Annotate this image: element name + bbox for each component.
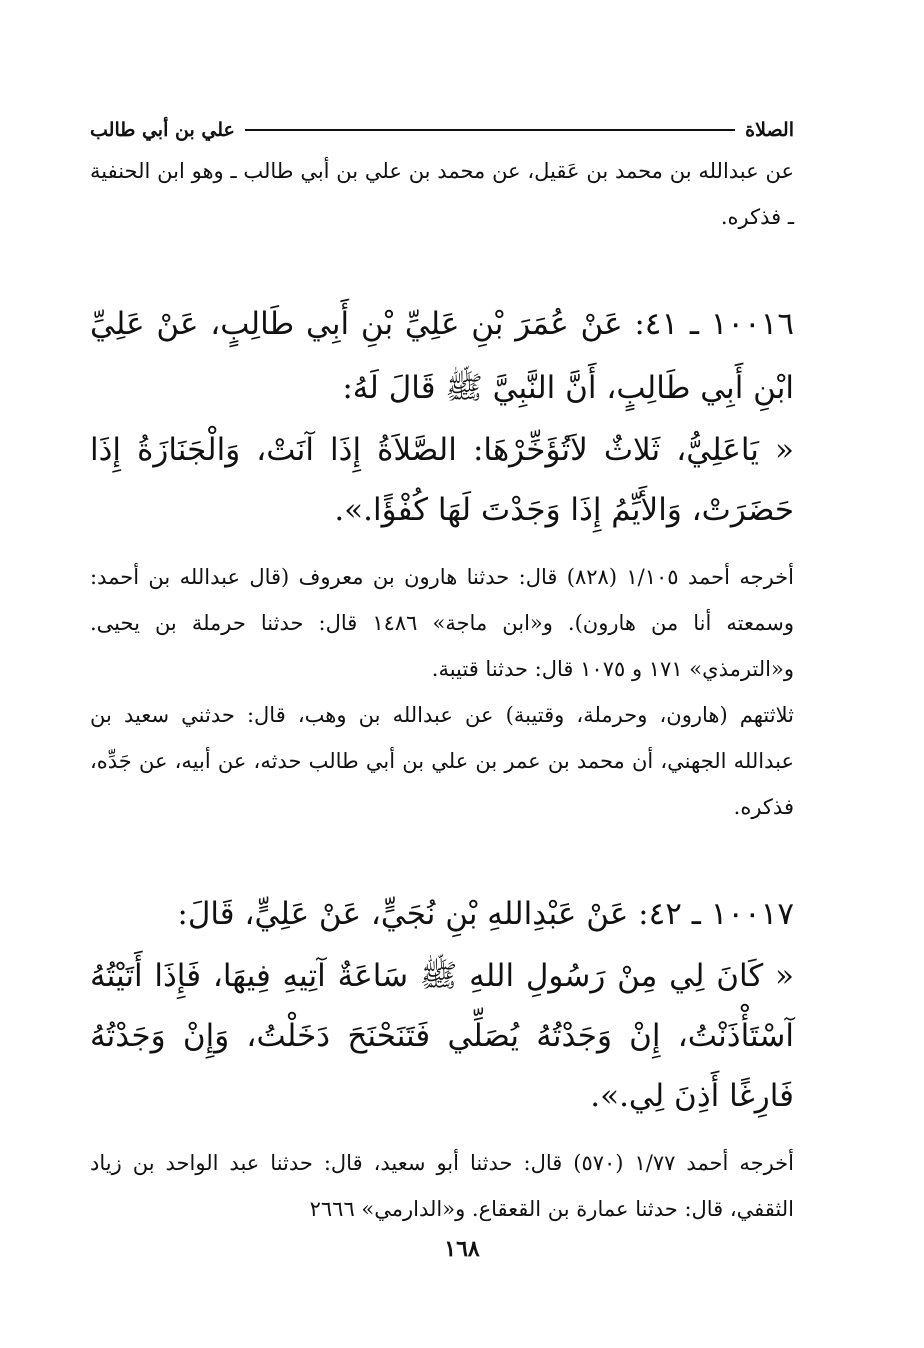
hadith-text-1: « يَاعَلِيُّ، ثَلاثٌ لاَتُؤَخِّرْهَا: الصَّلاَةُ إِذَا آنَتْ، وَالْجَنَازَةُ إِذَا حَضَرَتْ، وَالأَيِّمُ إِذَا وَجَدْتَ لَهَا كُفْؤًا.».	[90, 432, 794, 528]
header-section: الصلاة	[745, 119, 794, 141]
header-rule	[245, 129, 735, 131]
hadith-heading-1: ١٠٠١٦ ـ ٤١: عَنْ عُمَرَ بْنِ عَلِيِّ بْنِ أَبِي طَالِبٍ، عَنْ عَلِيِّ ابْنِ أَبِي طَالِبٍ، أَنَّ النَّبِيَّ ﷺ قَالَ لَهُ:	[90, 306, 794, 406]
running-header	[90, 112, 794, 148]
header-author: علي بن أبي طالب	[90, 119, 235, 141]
page-body	[90, 112, 794, 1232]
hadith-note-1a: أخرجه أحمد ١/١٠٥ (٨٢٨) قال: حدثنا هارون بن معروف (قال عبدالله بن أحمد: وسمعته أنا من هارون). و«ابن ماجة» ١٤٨٦ قال: حدثنا حرملة بن يحيى. و«الترمذي» ١٧١ و ١٠٧٥ قال: حدثنا قتيبة.	[90, 565, 794, 681]
hadith-text-2: « كَانَ لِي مِنْ رَسُولِ اللهِ ﷺ سَاعَةٌ آتِيهِ فِيهَا، فَإِذَا أَتَيْتُهُ آسْتَأْذَنْتُ، إِنْ وَجَدْتُهُ يُصَلِّي فَتَنَحْنَحَ دَخَلْتُ، وَإِنْ وَجَدْتُهُ فَارِغًا أَذِنَ لِي.».	[90, 958, 794, 1114]
hadith-note-2a: أخرجه أحمد ١/٧٧ (٥٧٠) قال: حدثنا أبو سعيد، قال: حدثنا عبد الواحد بن زياد الثقفي، قال: حدثنا عمارة بن القعقاع. و«الدارمي» ٢٦٦٦	[90, 1151, 794, 1221]
intro-paragraph: عن عبدالله بن محمد بن عَقيل، عن محمد بن علي بن أبي طالب ـ وهو ابن الحنفية ـ فذكره.	[90, 159, 794, 229]
hadith-note-1b: ثلاثتهم (هارون، وحرملة، وقتيبة) عن عبدالله بن وهب، قال: حدثني سعيد بن عبدالله الجهني، أن محمد بن عمر بن علي بن أبي طالب حدثه، عن أبيه، عن جَدِّه، فذكره.	[90, 703, 794, 819]
page-number: ١٦٨	[444, 1236, 480, 1262]
hadith-heading-2: ١٠٠١٧ ـ ٤٢: عَنْ عَبْدِاللهِ بْنِ نُجَيٍّ، عَنْ عَلِيٍّ، قَالَ:	[177, 896, 794, 932]
